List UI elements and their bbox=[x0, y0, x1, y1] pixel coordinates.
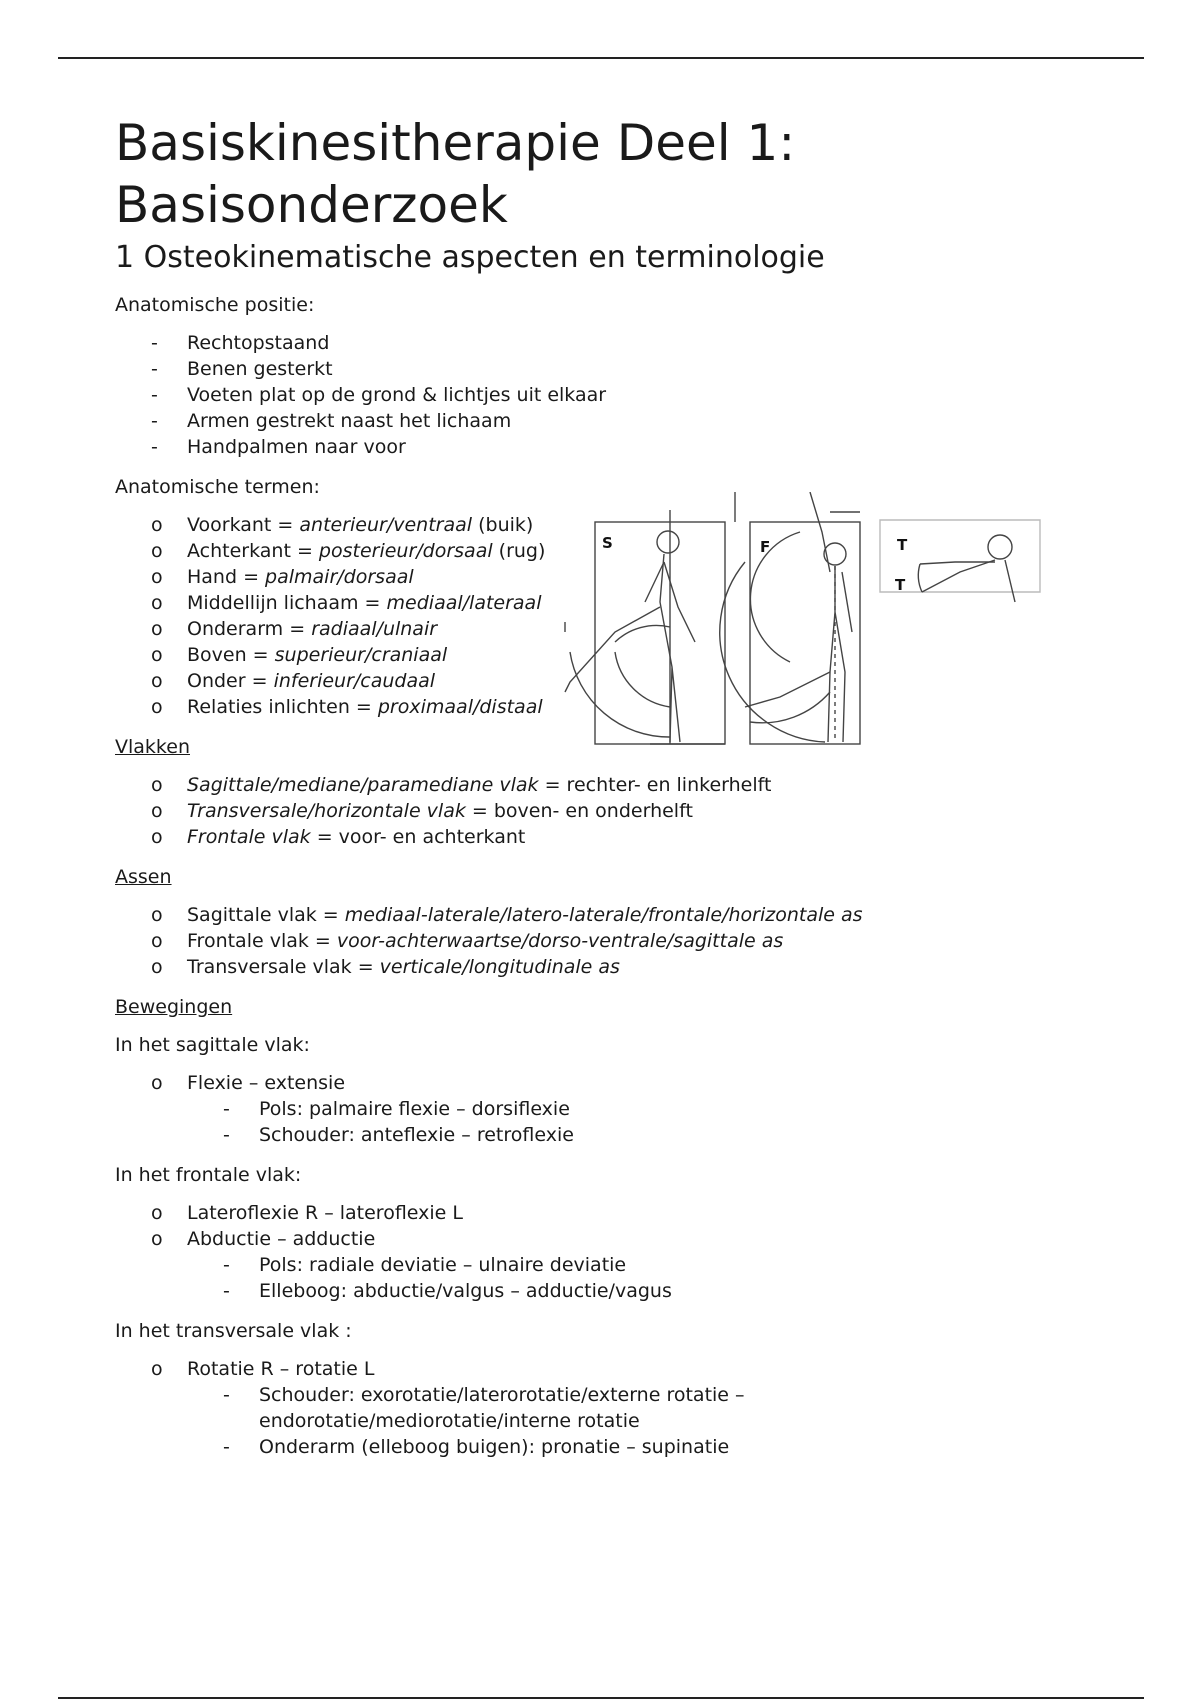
list-item: o Hand = palmair/dorsaal bbox=[115, 564, 585, 590]
list-item: o Abductie – adductie bbox=[115, 1226, 1115, 1252]
list-item: - Elleboog: abductie/valgus – adductie/vagus bbox=[115, 1278, 1115, 1304]
sagittaal-sublist bbox=[115, 1096, 1115, 1148]
list-item: o Voorkant = anterieur/ventraal (buik) bbox=[115, 512, 585, 538]
list-item: o Rotatie R – rotatie L bbox=[115, 1356, 1115, 1382]
document-body bbox=[115, 112, 1115, 1460]
sagittaal-heading: In het sagittale vlak: bbox=[115, 1034, 310, 1056]
anatomische-termen-list bbox=[115, 512, 585, 720]
list-item: - Voeten plat op de grond & lichtjes uit elkaar bbox=[115, 382, 1115, 408]
anatomical-planes-figure bbox=[560, 492, 1200, 762]
list-item: o Boven = superieur/craniaal bbox=[115, 642, 585, 668]
list-item: - Schouder: exorotatie/laterorotatie/externe rotatie – endorotatie/mediorotatie/interne rotatie bbox=[115, 1382, 919, 1434]
sagittal-plane-figure bbox=[565, 510, 725, 744]
bewegingen-heading: Bewegingen bbox=[115, 996, 233, 1018]
list-item: - Onderarm (elleboog buigen): pronatie – supinatie bbox=[115, 1434, 1115, 1460]
list-item: - Schouder: anteflexie – retroflexie bbox=[115, 1122, 1115, 1148]
list-item: o Relaties inlichten = proximaal/distaal bbox=[115, 694, 747, 720]
list-item: o Lateroflexie R – lateroflexie L bbox=[115, 1200, 1115, 1226]
figure-label-s: S bbox=[602, 534, 613, 552]
transversaal-list bbox=[115, 1356, 1115, 1382]
frontaal-heading: In het frontale vlak: bbox=[115, 1164, 302, 1186]
document-title: Basiskinesitherapie Deel 1: Basisonderzoek bbox=[115, 114, 796, 234]
transversaal-heading: In het transversale vlak : bbox=[115, 1320, 352, 1342]
bottom-rule bbox=[58, 1697, 1144, 1699]
list-item: - Pols: radiale deviatie – ulnaire deviatie bbox=[115, 1252, 1115, 1278]
vlakken-list bbox=[115, 772, 1115, 850]
assen-list bbox=[115, 902, 1115, 980]
list-item: o Transversale vlak = verticale/longitudinale as bbox=[115, 954, 1115, 980]
assen-heading: Assen bbox=[115, 866, 172, 888]
vlakken-heading: Vlakken bbox=[115, 736, 190, 758]
section-title: 1 Osteokinematische aspecten en terminologie bbox=[115, 240, 825, 275]
frontal-plane-figure bbox=[720, 492, 860, 744]
list-item: o Achterkant = posterieur/dorsaal (rug) bbox=[115, 538, 585, 564]
frontaal-list bbox=[115, 1200, 1115, 1252]
figure-label-t2: T bbox=[895, 576, 906, 594]
figure-label-f: F bbox=[760, 538, 771, 556]
list-item: o Flexie – extensie bbox=[115, 1070, 1115, 1096]
top-rule bbox=[58, 57, 1144, 59]
frontaal-sublist bbox=[115, 1252, 1115, 1304]
list-item: - Benen gesterkt bbox=[115, 356, 1115, 382]
list-item: o Sagittale/mediane/paramediane vlak = rechter- en linkerhelft bbox=[115, 772, 1115, 798]
figure-label-t1: T bbox=[897, 536, 908, 554]
list-item: - Armen gestrekt naast het lichaam bbox=[115, 408, 1115, 434]
sagittaal-list bbox=[115, 1070, 1115, 1096]
list-item: o Frontale vlak = voor-achterwaartse/dorso-ventrale/sagittale as bbox=[115, 928, 1115, 954]
anatomische-positie-list bbox=[115, 330, 1115, 460]
list-item: o Middellijn lichaam = mediaal/lateraal bbox=[115, 590, 585, 616]
anatomische-positie-heading: Anatomische positie: bbox=[115, 294, 315, 316]
list-item: o Sagittale vlak = mediaal-laterale/latero-laterale/frontale/horizontale as bbox=[115, 902, 1115, 928]
list-item: - Rechtopstaand bbox=[115, 330, 1115, 356]
anatomische-termen-heading: Anatomische termen: bbox=[115, 476, 320, 498]
transversaal-sublist bbox=[115, 1382, 1115, 1460]
list-item: o Frontale vlak = voor- en achterkant bbox=[115, 824, 1115, 850]
list-item: o Onder = inferieur/caudaal bbox=[115, 668, 585, 694]
list-item: - Pols: palmaire flexie – dorsiflexie bbox=[115, 1096, 1115, 1122]
list-item: o Onderarm = radiaal/ulnair bbox=[115, 616, 585, 642]
list-item: - Handpalmen naar voor bbox=[115, 434, 1115, 460]
list-item: o Transversale/horizontale vlak = boven- en onderhelft bbox=[115, 798, 1115, 824]
